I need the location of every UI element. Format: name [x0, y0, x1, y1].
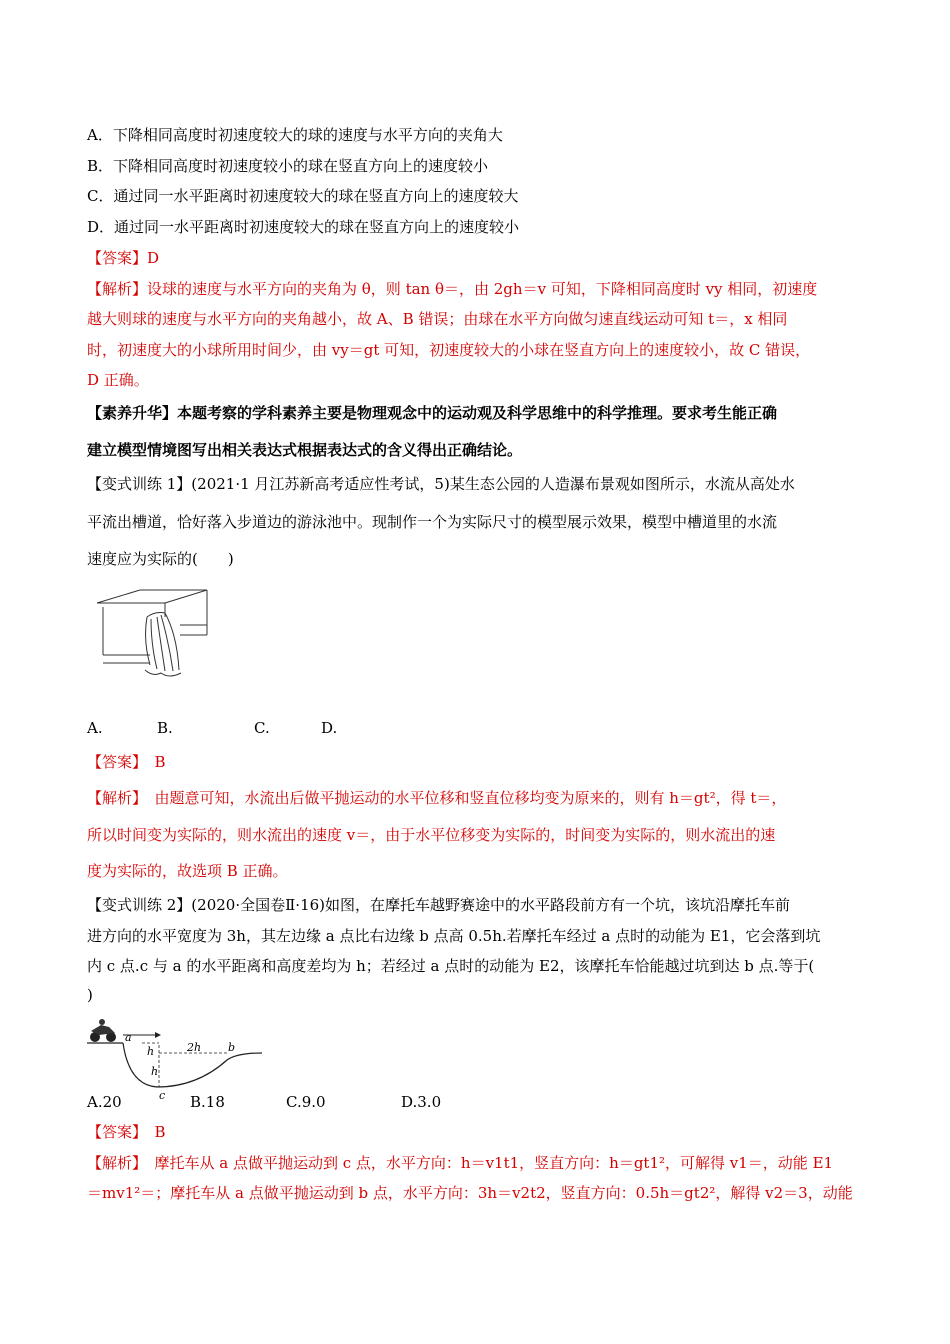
label-2h: 2h [187, 1041, 202, 1054]
literacy-line: 建立模型情境图写出相关表达式根据表达式的含义得出正确结论。 [87, 441, 523, 459]
v1-option-c: C. [254, 719, 270, 737]
v2-option-b: B.18 [190, 1093, 225, 1111]
label-b: b [228, 1041, 236, 1054]
v2-stem-line: ) [87, 986, 93, 1004]
v2-answer-label: 【答案】 B [87, 1123, 166, 1141]
option-a: A．下降相同高度时初速度较大的球的速度与水平方向的夹角大 [87, 126, 503, 144]
v2-option-a: A.20 [87, 1093, 122, 1111]
v2-analysis-line: 【解析】 摩托车从 a 点做平抛运动到 c 点，水平方向：h＝v1t1，竖直方向：h＝gt1²，可解得 v1＝，动能 E1 [87, 1154, 834, 1172]
v1-analysis-line: 所以时间变为实际的，则水流出的速度 v＝，由于水平位移变为实际的，时间变为实际的，则水流出的速 [87, 826, 776, 844]
analysis-line: 【解析】设球的速度与水平方向的夹角为 θ，则 tan θ＝，由 2gh＝v 可知，下降相同高度时 vy 相同，初速度 [87, 280, 818, 298]
label-h-top: h [147, 1045, 155, 1058]
analysis-line: D 正确。 [87, 371, 149, 389]
v1-answer-label: 【答案】 B [87, 753, 166, 771]
label-a: a [125, 1031, 132, 1044]
v2-stem-line: 【变式训练 2】(2020·全国卷Ⅱ·16)如图，在摩托车越野赛途中的水平路段前方有一个坑，该坑沿摩托车前 [87, 896, 791, 914]
v2-analysis-line: ＝mv1²＝；摩托车从 a 点做平抛运动到 b 点，水平方向：3h＝v2t2，竖直方向：0.5h＝gt2²，解得 v2＝3，动能 [87, 1184, 853, 1202]
analysis-line: 时，初速度大的小球所用时间少，由 vy＝gt 可知，初速度较大的小球在竖直方向上的速度较小，故 C 错误， [87, 341, 811, 359]
answer-label: 【答案】D [87, 249, 160, 267]
waterfall-figure [95, 585, 215, 685]
v1-option-a: A. [87, 719, 103, 737]
analysis-line: 越大则球的速度与水平方向的夹角越小，故 A、B 错误；由球在水平方向做匀速直线运动可知 t＝，x 相同 [87, 310, 788, 328]
label-h-bottom: h [151, 1065, 159, 1078]
literacy-line: 【素养升华】本题考察的学科素养主要是物理观念中的运动观及科学思维中的科学推理。要求考生能正确 [87, 404, 778, 422]
v1-option-b: B. [157, 719, 173, 737]
v1-stem-line: 速度应为实际的( ) [87, 550, 234, 568]
v1-stem-line: 平流出槽道，恰好落入步道边的游泳池中。现制作一个为实际尺寸的模型展示效果，模型中槽道里的水流 [87, 513, 778, 531]
option-b: B．下降相同高度时初速度较小的球在竖直方向上的速度较小 [87, 157, 489, 175]
v1-option-d: D. [321, 719, 338, 737]
v2-option-c: C.9.0 [286, 1093, 326, 1111]
v2-stem-line: 进方向的水平宽度为 3h，其左边缘 a 点比右边缘 b 点高 0.5h.若摩托车经过 a 点时的动能为 E1，它会落到坑 [87, 927, 821, 945]
v2-option-d: D.3.0 [401, 1093, 442, 1111]
option-c: C．通过同一水平距离时初速度较大的球在竖直方向上的速度较大 [87, 187, 519, 205]
v2-stem-line: 内 c 点.c 与 a 的水平距离和高度差均为 h；若经过 a 点时的动能为 E2，该摩托车恰能越过坑到达 b 点.等于( [87, 957, 815, 975]
motorcycle-icon [90, 1019, 116, 1042]
v1-stem-line: 【变式训练 1】(2021·1 月江苏新高考适应性考试，5)某生态公园的人造瀑布景观如图所示，水流从高处水 [87, 475, 795, 493]
option-d: D．通过同一水平距离时初速度较大的球在竖直方向上的速度较小 [87, 218, 520, 236]
label-c: c [159, 1089, 166, 1102]
v1-analysis-line: 度为实际的，故选项 B 正确。 [87, 862, 288, 880]
v1-analysis-line: 【解析】 由题意可知，水流出后做平抛运动的水平位移和竖直位移均变为原来的，则有 h＝gt²，得 t＝， [87, 789, 787, 807]
